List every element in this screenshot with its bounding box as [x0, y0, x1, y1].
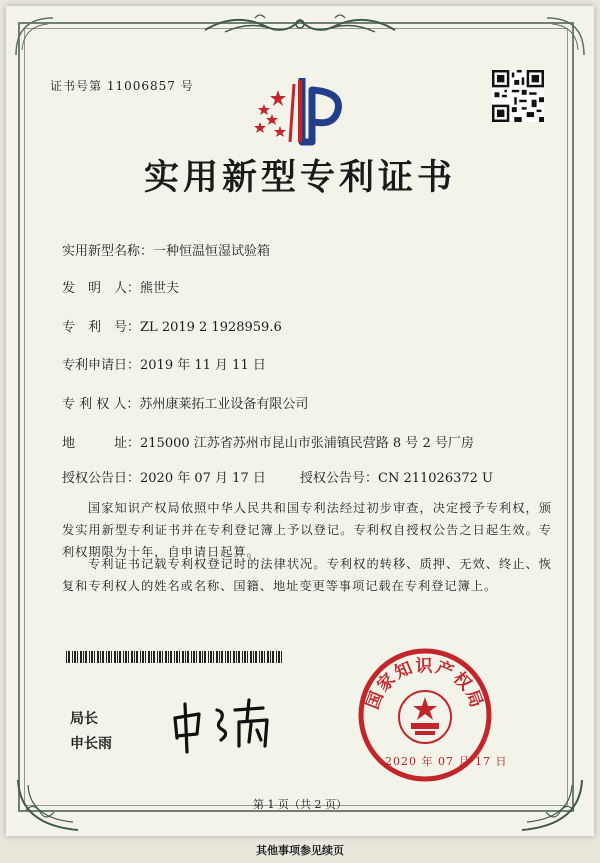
paragraph-legal-status: 专利证书记载专利权登记时的法律状况。专利权的转移、质押、无效、终止、恢复和专利权人的姓名或名称、国籍、地址变更等事项记载在专利登记簿上。: [62, 557, 552, 593]
barcode-icon: [66, 651, 286, 663]
qr-code-icon: [492, 70, 544, 122]
certificate-number: 证书号第 11006857 号: [50, 79, 194, 93]
corner-ornament-icon: [8, 10, 58, 60]
director-signature-icon: [165, 690, 315, 760]
page-number: 第 1 页（共 2 页）: [253, 798, 347, 811]
corner-ornament-icon: [542, 10, 592, 60]
seal-date: 2020 年 07 月 17 日: [385, 755, 508, 768]
paragraph-grant-statement: 国家知识产权局依照中华人民共和国专利法经过初步审查，决定授予专利权，颁发实用新型专利证书并在专利登记簿上予以登记。专利权自授权公告之日起生效。专利权期限为十年，自申请日起算。: [62, 501, 552, 559]
director-name: 申长雨: [70, 736, 112, 752]
field-patentee: 专 利 权 人：苏州康莱拓工业设备有限公司: [62, 397, 309, 412]
footer-note: 其他事项参见续页: [256, 844, 344, 857]
top-ornament-icon: [195, 10, 405, 38]
field-inventor: 发 明 人：熊世夫: [62, 281, 180, 296]
field-utility-model-name: 实用新型名称：一种恒温恒湿试验箱: [62, 244, 271, 259]
director-title: 局长: [70, 711, 98, 727]
field-application-date: 专利申请日：2019 年 11 月 11 日: [62, 358, 266, 373]
field-patent-number: 专 利 号：ZL 2019 2 1928959.6: [62, 320, 282, 335]
cnipa-logo-icon: [250, 70, 350, 150]
certificate-title: 实用新型专利证书: [143, 157, 456, 198]
seal-text: 国家知识产权局: [362, 656, 488, 713]
field-grant-date: 授权公告日：2020 年 07 月 17 日: [62, 471, 266, 486]
field-address: 地 址：215000 江苏省苏州市昆山市张浦镇民营路 8 号 2 号厂房: [62, 436, 474, 451]
field-grant-number: 授权公告号：CN 211026372 U: [300, 471, 493, 486]
